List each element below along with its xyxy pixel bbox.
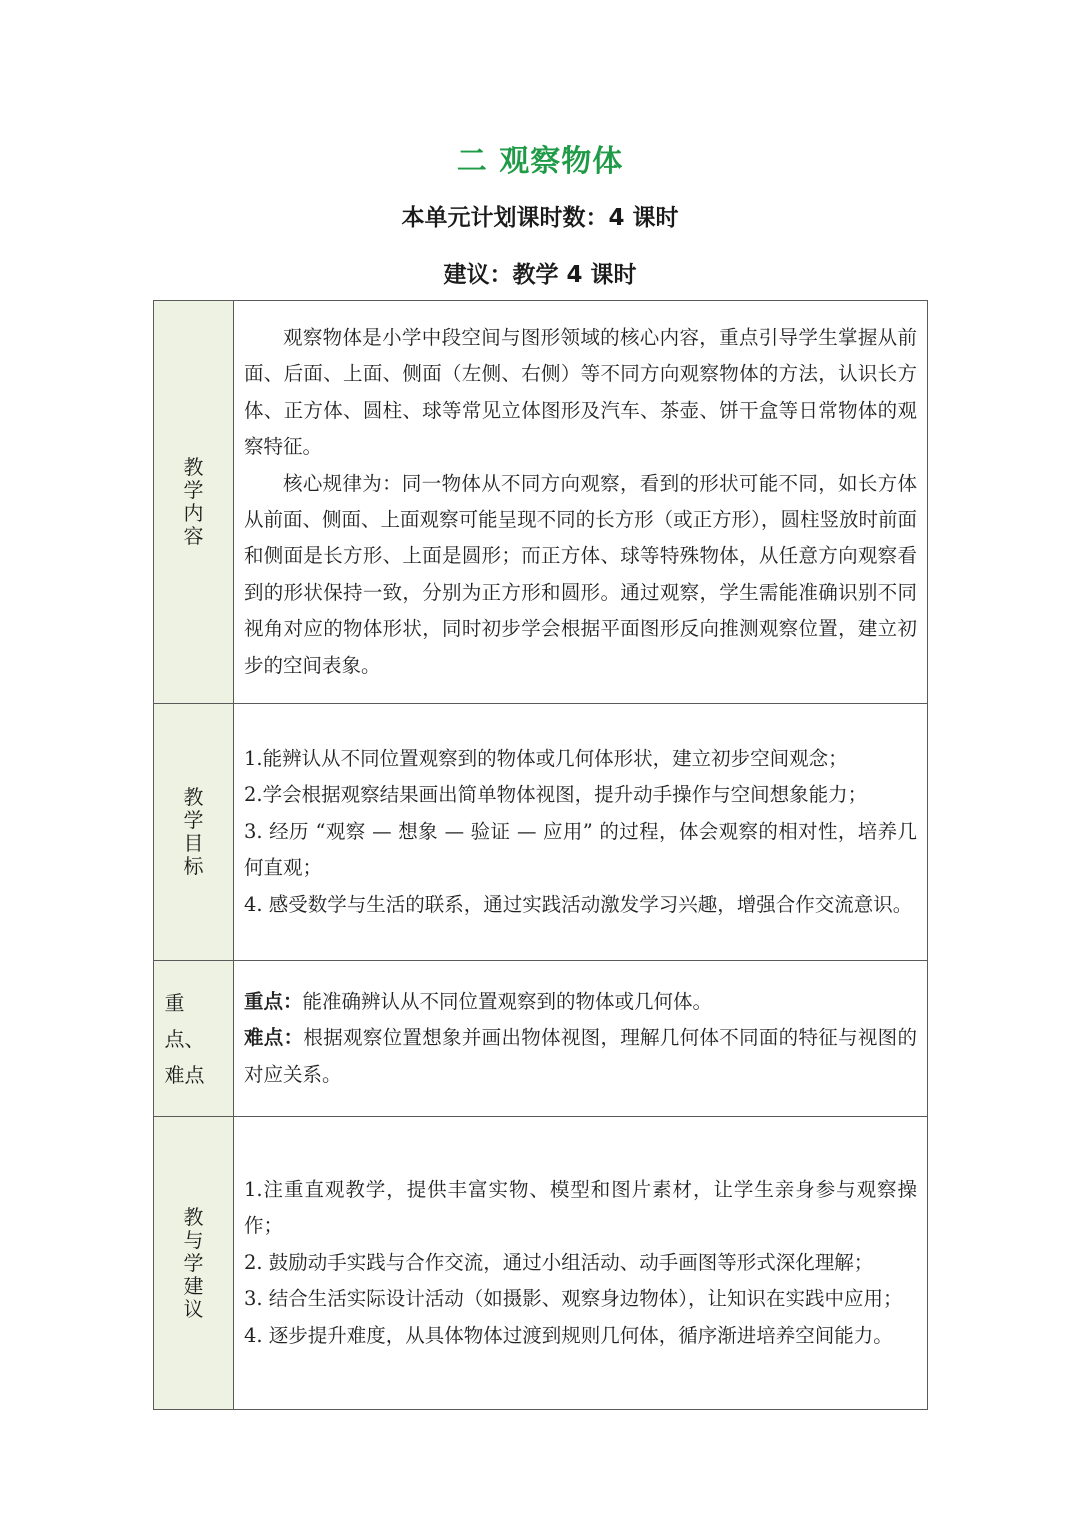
- table-row-content: [154, 301, 928, 704]
- row-label-suggestions: 教与学建议: [183, 1204, 204, 1321]
- row-label-cell: [154, 301, 234, 704]
- key-point-line: [244, 984, 917, 1020]
- row-label-cell: [154, 704, 234, 961]
- row-label-key-points: 重点、难点: [164, 990, 205, 1087]
- goal-item-3: 3. 经历 “观察 — 想象 — 验证 — 应用” 的过程，体会观察的相对性，培养几何直观；: [244, 819, 917, 880]
- content-paragraph-1: 观察物体是小学中段空间与图形领域的核心内容，重点引导学生掌握从前面、后面、上面、侧面（左侧、右侧）等不同方向观察物体的方法，认识长方体、正方体、圆柱、球等常见立体图形及汽车、茶壶、饼干盒等日常物体的观察特征。: [244, 325, 917, 459]
- goals-cell: [234, 704, 928, 961]
- difficult-point-text: 根据观察位置想象并画出物体视图，理解几何体不同面的特征与视图的对应关系。: [244, 1026, 917, 1086]
- table-row-goals: [154, 704, 928, 961]
- suggestion-item-3: 3. 结合生活实际设计活动（如摄影、观察身边物体），让知识在实践中应用；: [244, 1287, 903, 1311]
- key-point-text: 能准确辨认从不同位置观察到的物体或几何体。: [302, 989, 713, 1013]
- content-paragraph-2: 核心规律为：同一物体从不同方向观察，看到的形状可能不同，如长方体从前面、侧面、上面观察可能呈现不同的长方形（或正方形），圆柱竖放时前面和侧面是长方形、上面是圆形；而正方体、球等特殊物体，从任意方向观察看到的形状保持一致，分别为正方形和圆形。通过观察，学生需能准确识别不同视角对应的物体形状，同时初步学会根据平面图形反向推测观察位置，建立初步的空间表象。: [244, 471, 917, 677]
- suggestion-item-1: 1.注重直观教学，提供丰富实物、模型和图片素材，让学生亲身参与观察操作；: [244, 1177, 917, 1238]
- row-label-cell: [154, 1117, 234, 1410]
- content-cell: [234, 301, 928, 704]
- suggestions-cell: [234, 1117, 928, 1410]
- suggestion-item-4: 4. 逐步提升难度，从具体物体过渡到规则几何体，循序渐进培养空间能力。: [244, 1323, 893, 1347]
- difficult-point-label: 难点：: [244, 1026, 304, 1050]
- unit-title: 二 观察物体: [456, 144, 624, 179]
- row-label-content: 教学内容: [183, 455, 204, 548]
- teaching-plan-table: [153, 300, 928, 1410]
- suggested-hours: 建议：教学 4 课时: [443, 262, 637, 288]
- difficult-point-line: [244, 1020, 917, 1093]
- key-points-cell: [234, 961, 928, 1117]
- row-label-cell: [154, 961, 234, 1117]
- row-label-goals: 教学目标: [183, 785, 204, 878]
- unit-hours: 本单元计划课时数：4 课时: [401, 205, 679, 231]
- goal-item-1: 1.能辨认从不同位置观察到的物体或几何体形状，建立初步空间观念；: [244, 746, 848, 770]
- table-row-key-points: [154, 961, 928, 1117]
- goal-item-2: 2.学会根据观察结果画出简单物体视图，提升动手操作与空间想象能力；: [244, 783, 868, 807]
- suggestion-item-2: 2. 鼓励动手实践与合作交流，通过小组活动、动手画图等形式深化理解；: [244, 1250, 874, 1274]
- goal-item-4: 4. 感受数学与生活的联系，通过实践活动激发学习兴趣，增强合作交流意识。: [244, 892, 913, 916]
- table-row-suggestions: [154, 1117, 928, 1410]
- key-point-label: 重点：: [244, 989, 303, 1013]
